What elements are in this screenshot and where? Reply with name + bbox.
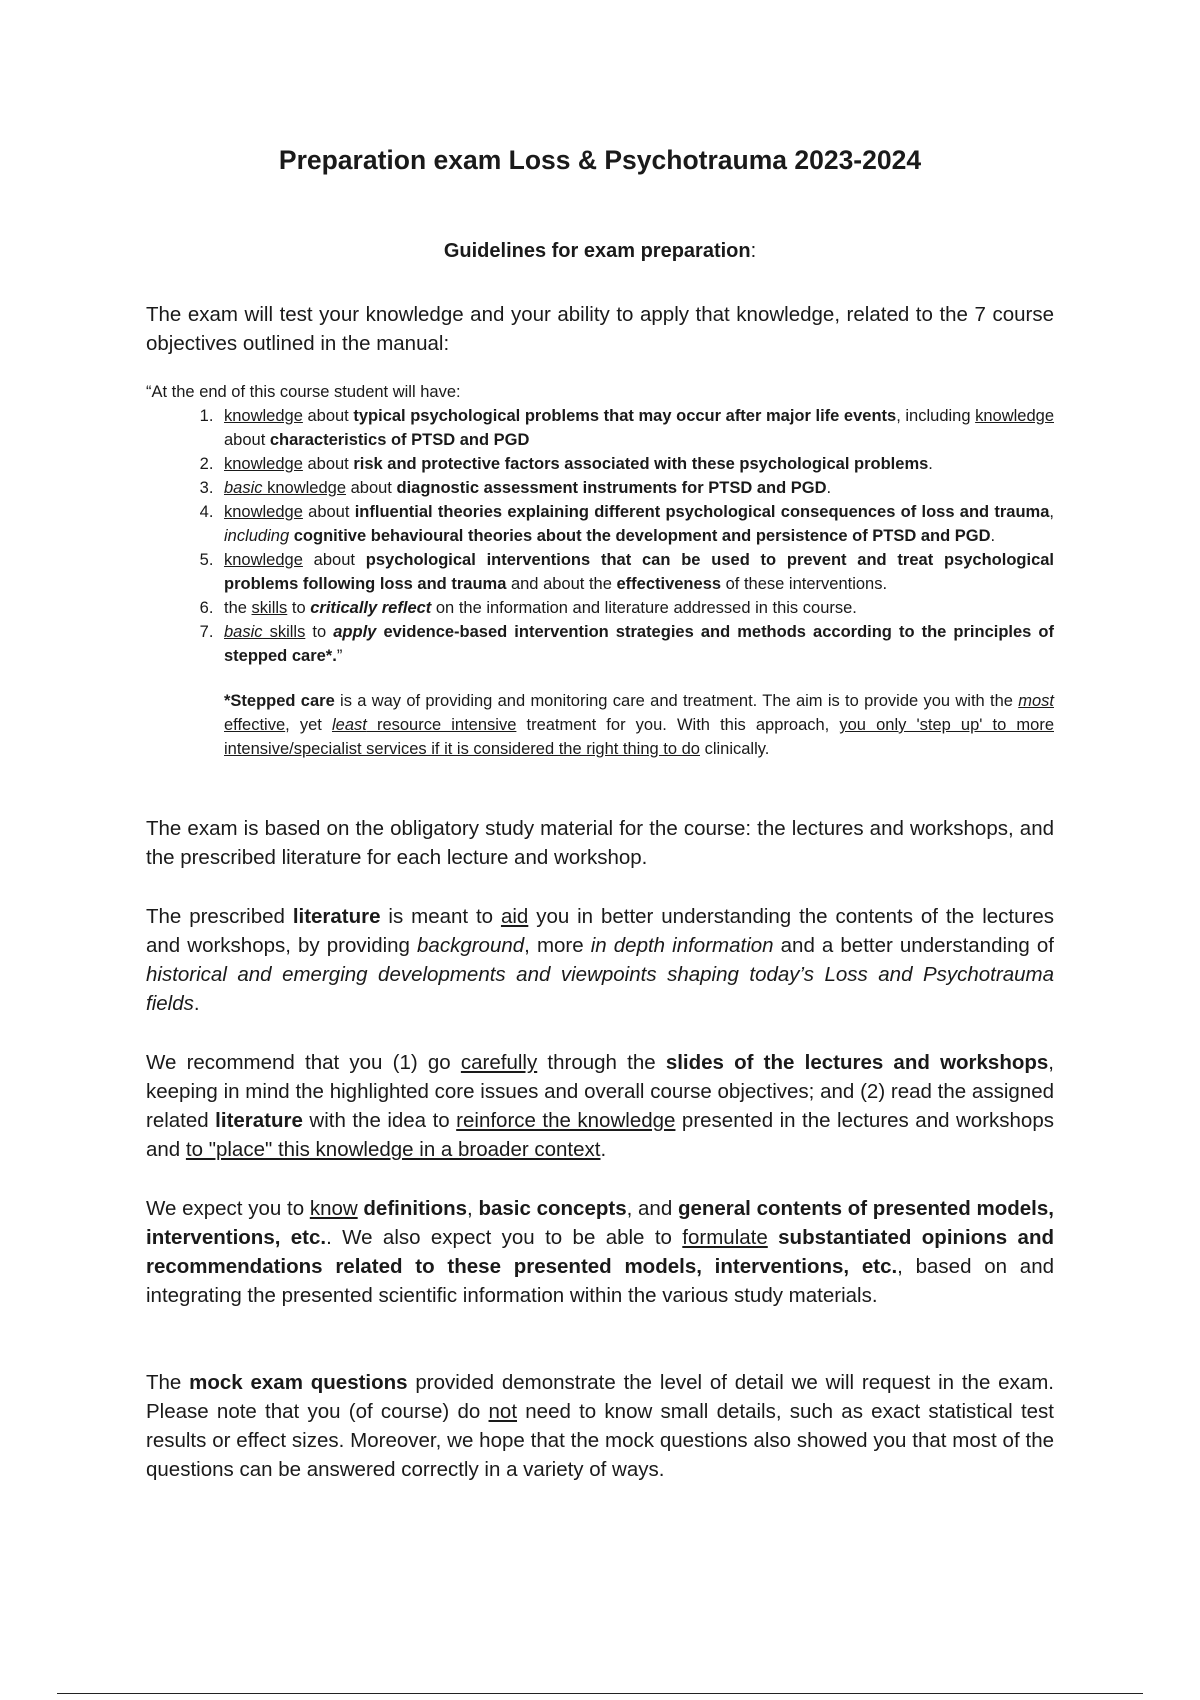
objective-item: 1. knowledge about typical psychological problems that may occur after major life events, including knowledge about characteristics of PTSD and PGD bbox=[218, 404, 1054, 452]
course-objectives bbox=[146, 380, 1054, 761]
objectives-list bbox=[146, 404, 1054, 668]
expectations-paragraph: We expect you to know definitions, basic concepts, and general contents of presented models, interventions, etc.. We also expect you to be able to formulate substantiated opinions and recommendations related to these presented models, interventions, etc., based on and integrating the presented scientific information within the various study materials. bbox=[146, 1197, 1054, 1307]
objective-item: 4. knowledge about influential theories explaining different psychological consequences of loss and trauma, including cognitive behavioural theories about the development and persistence of PTSD and PGD. bbox=[218, 500, 1054, 548]
page-bottom-rule bbox=[57, 1693, 1143, 1694]
page-title: Preparation exam Loss & Psychotrauma 2023-2024 bbox=[278, 145, 922, 175]
guidelines-heading: Guidelines for exam preparation: bbox=[443, 240, 757, 262]
intro-paragraph: The exam will test your knowledge and your ability to apply that knowledge, related to the 7 course objectives outlined in the manual: bbox=[146, 303, 1054, 355]
study-material-paragraph: The exam is based on the obligatory study material for the course: the lectures and workshops, and the prescribed literature for each lecture and workshop. bbox=[146, 817, 1054, 869]
mock-exam-paragraph: The mock exam questions provided demonstrate the level of detail we will request in the exam. Please note that you (of course) do not need to know small details, such as exact statistical test results or effect sizes. Moreover, we hope that the mock questions also showed you that most of the questions can be answered correctly in a variety of ways. bbox=[146, 1371, 1054, 1481]
stepped-care-note: *Stepped care is a way of providing and monitoring care and treatment. The aim is to provide you with the most effective, yet least resource intensive treatment for you. With this approach, you only 'step up' to more intensive/specialist services if it is considered the right thing to do clinically. bbox=[224, 692, 1054, 758]
objective-item: 2. knowledge about risk and protective factors associated with these psychological problems. bbox=[218, 452, 1054, 476]
literature-paragraph: The prescribed literature is meant to aid you in better understanding the contents of the lectures and workshops, by providing background, more in depth information and a better understanding of historical and emerging developments and viewpoints shaping today’s Loss and Psychotrauma fields. bbox=[146, 905, 1054, 1015]
objective-item: 3. basic knowledge about diagnostic assessment instruments for PTSD and PGD. bbox=[218, 476, 1054, 500]
objectives-intro: “At the end of this course student will have: bbox=[146, 383, 461, 401]
recommendation-paragraph: We recommend that you (1) go carefully through the slides of the lectures and workshops, keeping in mind the highlighted core issues and overall course objectives; and (2) read the assigned related literature with the idea to reinforce the knowledge presented in the lectures and workshops and to "place" this knowledge in a broader context. bbox=[146, 1051, 1054, 1161]
objective-item: 5. knowledge about psychological interventions that can be used to prevent and treat psychological problems following loss and trauma and about the effectiveness of these interventions. bbox=[218, 548, 1054, 596]
objective-item: 6. the skills to critically reflect on the information and literature addressed in this course. bbox=[218, 596, 1054, 620]
objective-item: 7. basic skills to apply evidence-based intervention strategies and methods according to the principles of stepped care*.” bbox=[218, 620, 1054, 668]
